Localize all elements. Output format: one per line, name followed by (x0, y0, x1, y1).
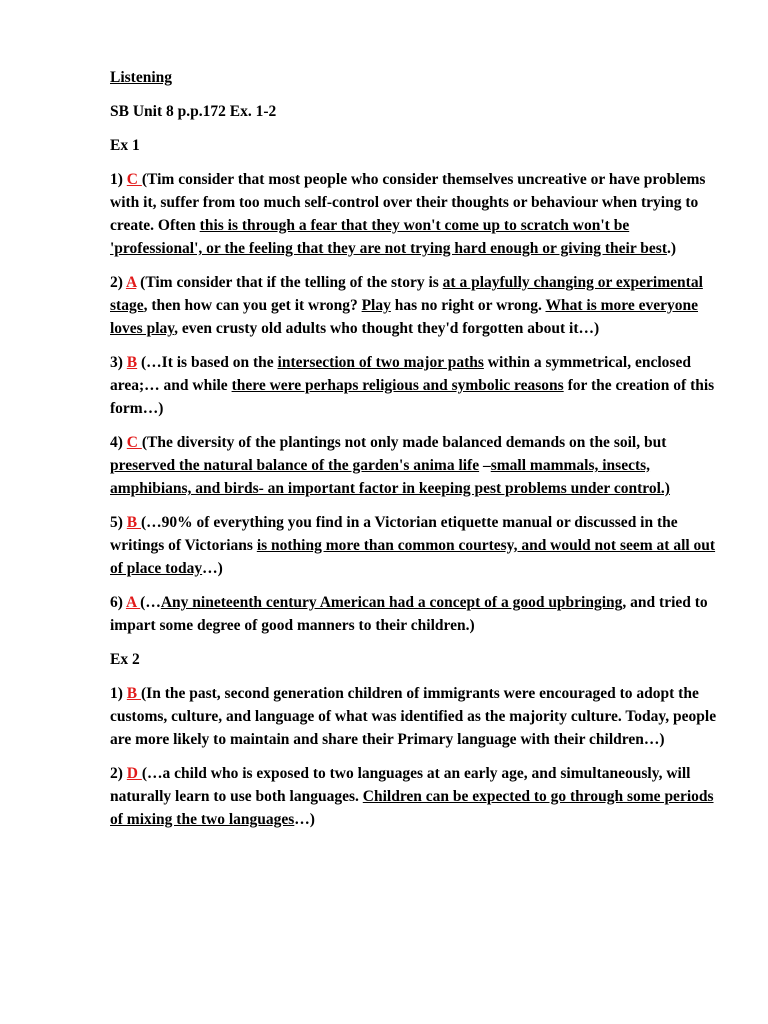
underlined-text: Play (361, 297, 391, 314)
underlined-text: there were perhaps religious and symbolic reasons (231, 377, 564, 394)
section-ex1 (110, 134, 720, 637)
answer-text: (…a child who is exposed to two languages at an early age, and simultaneously, will naturally learn to use both languages. (110, 765, 691, 805)
section-heading: Ex 1 (110, 137, 140, 154)
document-page (110, 66, 720, 842)
answer-text: has no right or wrong. (390, 297, 546, 314)
answer-text: 4) (110, 434, 127, 451)
answer-item (110, 511, 720, 580)
answer-text: …) (202, 560, 223, 577)
answer-letter: A (125, 594, 141, 611)
underlined-text: Any nineteenth century American had a concept of a good upbringing (160, 594, 623, 611)
underlined-text: What is more everyone loves play (110, 297, 699, 337)
answer-text: (… (140, 594, 161, 611)
section-ex2 (110, 648, 720, 831)
doc-title: Listening (110, 69, 173, 86)
answer-text: 5) (110, 514, 127, 531)
answer-item (110, 682, 720, 751)
answer-text: 6) (110, 594, 126, 611)
section-heading: Ex 2 (110, 651, 140, 668)
answer-item (110, 168, 720, 260)
answer-text: 3) (110, 354, 127, 371)
answer-item (110, 431, 720, 500)
answer-letter: B (126, 514, 142, 531)
answer-item (110, 591, 720, 637)
doc-subtitle: SB Unit 8 p.p.172 Ex. 1-2 (110, 103, 277, 120)
answer-text: (The diversity of the plantings not only made balanced demands on the soil, but (141, 434, 667, 451)
answer-text: …) (294, 811, 315, 828)
answer-text: (Tim consider that if the telling of the story is (136, 274, 443, 291)
answer-text: (Tim consider that most people who consider themselves uncreative or have problems with it, suffer from too much self-control over their thoughts or behaviour when trying to create. Often (110, 171, 706, 234)
answer-item (110, 762, 720, 831)
answer-letter: A (125, 274, 137, 291)
answer-item (110, 271, 720, 340)
underlined-text: intersection of two major paths (277, 354, 484, 371)
answer-text: , then how can you get it wrong? (143, 297, 362, 314)
answer-text: (In the past, second generation children of immigrants were encouraged to adopt the customs, culture, and language of what was identified as the majority culture. Today, people are more likely to maintain and share their Primary language with their children…) (110, 685, 717, 748)
answer-text: within a symmetrical, enclosed area;… and while (110, 354, 691, 394)
answer-text: 1) (110, 685, 127, 702)
underlined-text: is nothing more than common courtesy, and would not seem at all out of place today (110, 537, 716, 577)
answer-item (110, 351, 720, 420)
answer-text: for the creation of this form…) (110, 377, 715, 417)
answer-text: 2) (110, 765, 127, 782)
answer-letter: C (126, 434, 142, 451)
answer-text: – (479, 457, 491, 474)
underlined-text: small mammals, insects, amphibians, and birds- an important factor in keeping pest problems under control.) (110, 457, 670, 497)
answer-text: .) (667, 240, 677, 257)
answer-text: (…It is based on the (137, 354, 278, 371)
answer-list (110, 682, 720, 831)
underlined-text: preserved the natural balance of the garden's anima life (110, 457, 480, 474)
answer-letter: B (126, 354, 138, 371)
answer-letter: D (126, 765, 142, 782)
answer-text: 1) (110, 171, 127, 188)
answer-letter: B (126, 685, 142, 702)
underlined-text: Children can be expected to go through some periods of mixing the two languages (110, 788, 714, 828)
underlined-text: at a playfully changing or experimental stage (110, 274, 703, 314)
answer-letter: C (126, 171, 142, 188)
answer-text: , even crusty old adults who thought they'd forgotten about it…) (174, 320, 600, 337)
answer-text: 2) (110, 274, 126, 291)
answer-text: (…90% of everything you find in a Victorian etiquette manual or discussed in the writings of Victorians (110, 514, 678, 554)
answer-list (110, 168, 720, 637)
underlined-text: this is through a fear that they won't come up to scratch won't be 'professional', or the feeling that they are not trying hard enough or giving their best (110, 217, 668, 257)
answer-text: , and tried to impart some degree of good manners to their children.) (110, 594, 708, 634)
